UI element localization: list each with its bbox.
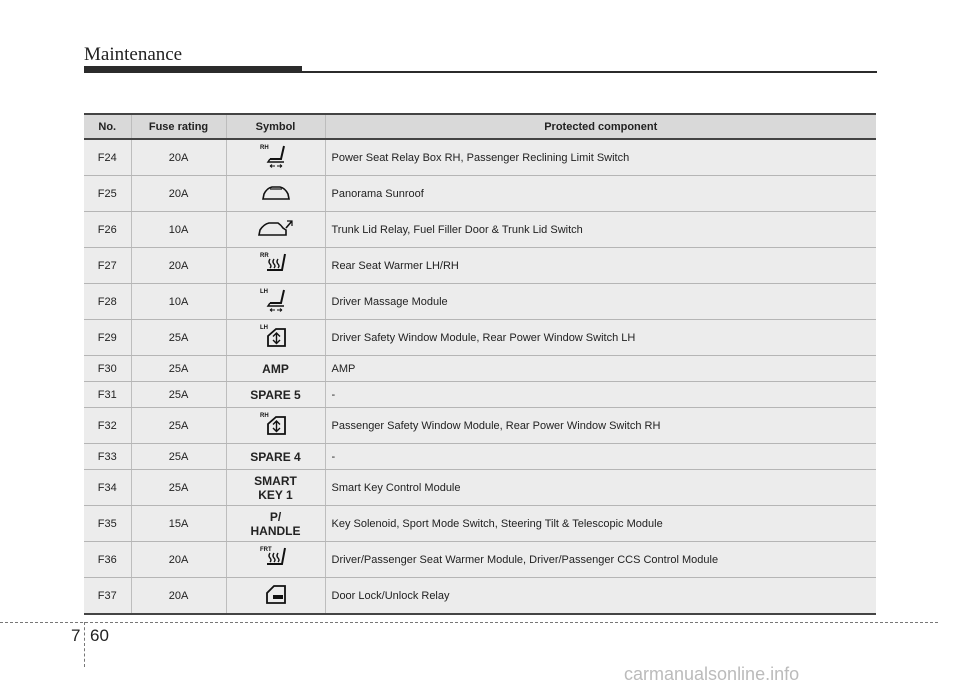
- table-row: [84, 320, 876, 356]
- symbol-text-line1: SMART: [254, 473, 297, 488]
- footer-divider: [84, 622, 85, 667]
- fuse-no: F37: [84, 578, 131, 615]
- table-row: [84, 382, 876, 408]
- fuse-rating: 20A: [131, 542, 226, 578]
- fuse-rating: 10A: [131, 284, 226, 320]
- table-row: [84, 542, 876, 578]
- page-header-title: Maintenance: [84, 44, 183, 65]
- symbol-badge: FRT: [259, 547, 272, 553]
- table-row: [84, 506, 876, 542]
- fuse-no: F32: [84, 408, 131, 444]
- fuse-rating: 10A: [131, 212, 226, 248]
- sunroof-icon: [256, 180, 296, 204]
- fuse-symbol: [226, 578, 325, 615]
- fuse-symbol: [226, 212, 325, 248]
- fuse-rating: 25A: [131, 408, 226, 444]
- footer-rule: [0, 622, 938, 623]
- header-rule-thin: [84, 71, 877, 73]
- table-row: [84, 470, 876, 506]
- fuse-symbol: [226, 506, 325, 542]
- table-row: [84, 139, 876, 176]
- fuse-rating: 20A: [131, 578, 226, 615]
- symbol-text-line2: HANDLE: [250, 523, 301, 538]
- table-row: [84, 248, 876, 284]
- table-row: [84, 212, 876, 248]
- fuse-rating: 20A: [131, 139, 226, 176]
- fuse-symbol: [226, 470, 325, 506]
- fuse-no: F26: [84, 212, 131, 248]
- table-header-row: [84, 114, 876, 139]
- protected-component: Rear Seat Warmer LH/RH: [325, 248, 876, 284]
- symbol-badge: RR: [259, 253, 269, 259]
- fuse-no: F25: [84, 176, 131, 212]
- symbol-badge: LH: [259, 289, 268, 295]
- symbol-badge: RH: [259, 413, 269, 419]
- table-row: [84, 356, 876, 382]
- fuse-no: F35: [84, 506, 131, 542]
- fuse-rating: 25A: [131, 356, 226, 382]
- symbol-text: SPARE 4: [250, 449, 301, 464]
- trunk-icon: [254, 216, 298, 240]
- power-window-icon: [256, 410, 296, 438]
- symbol-text: AMP: [262, 361, 289, 376]
- symbol-text: SPARE 5: [250, 387, 301, 402]
- fuse-rating: 25A: [131, 470, 226, 506]
- seat-recline-icon: [256, 142, 296, 170]
- table-row: [84, 408, 876, 444]
- col-header-no: No.: [84, 114, 131, 139]
- fuse-symbol: [226, 356, 325, 382]
- fuse-symbol: [226, 284, 325, 320]
- fuse-symbol: [226, 382, 325, 408]
- fuse-no: F34: [84, 470, 131, 506]
- protected-component: -: [325, 444, 876, 470]
- fuse-no: F24: [84, 139, 131, 176]
- fuse-rating: 15A: [131, 506, 226, 542]
- fuse-no: F29: [84, 320, 131, 356]
- seat-heater-icon: [256, 250, 296, 278]
- fuse-symbol: [226, 176, 325, 212]
- protected-component: Passenger Safety Window Module, Rear Power Window Switch RH: [325, 408, 876, 444]
- fuse-no: F31: [84, 382, 131, 408]
- protected-component: Panorama Sunroof: [325, 176, 876, 212]
- seat-recline-icon: [256, 286, 296, 314]
- chapter-number: 7: [71, 626, 81, 645]
- symbol-badge: RH: [259, 145, 269, 151]
- power-window-icon: [256, 322, 296, 350]
- symbol-badge: LH: [259, 325, 268, 331]
- protected-component: Driver Massage Module: [325, 284, 876, 320]
- fuse-symbol: [226, 320, 325, 356]
- fuse-rating: 20A: [131, 176, 226, 212]
- protected-component: Key Solenoid, Sport Mode Switch, Steering Tilt & Telescopic Module: [325, 506, 876, 542]
- fuse-no: F28: [84, 284, 131, 320]
- fuse-no: F33: [84, 444, 131, 470]
- protected-component: Driver Safety Window Module, Rear Power Window Switch LH: [325, 320, 876, 356]
- protected-component: Door Lock/Unlock Relay: [325, 578, 876, 615]
- fuse-rating: 20A: [131, 248, 226, 284]
- fuse-no: F30: [84, 356, 131, 382]
- protected-component: Trunk Lid Relay, Fuel Filler Door & Trunk Lid Switch: [325, 212, 876, 248]
- protected-component: Driver/Passenger Seat Warmer Module, Driver/Passenger CCS Control Module: [325, 542, 876, 578]
- fuse-symbol: [226, 542, 325, 578]
- protected-component: Power Seat Relay Box RH, Passenger Reclining Limit Switch: [325, 139, 876, 176]
- col-header-symbol: Symbol: [226, 114, 325, 139]
- fuse-symbol: [226, 139, 325, 176]
- col-header-protected-component: Protected component: [325, 114, 876, 139]
- fuse-no: F27: [84, 248, 131, 284]
- table-row: [84, 176, 876, 212]
- watermark: carmanualsonline.info: [624, 664, 800, 684]
- seat-heater-icon: [256, 544, 296, 572]
- symbol-text-line1: P/: [269, 509, 282, 524]
- protected-component: AMP: [325, 356, 876, 382]
- fuse-rating: 25A: [131, 444, 226, 470]
- table-row: [84, 284, 876, 320]
- fuse-rating: 25A: [131, 382, 226, 408]
- page-number: 60: [90, 626, 109, 645]
- fuse-table: [84, 113, 876, 615]
- fuse-symbol: [226, 248, 325, 284]
- fuse-rating: 25A: [131, 320, 226, 356]
- symbol-text-line2: KEY 1: [258, 487, 293, 502]
- fuse-no: F36: [84, 542, 131, 578]
- door-lock-icon: [256, 581, 296, 607]
- protected-component: Smart Key Control Module: [325, 470, 876, 506]
- fuse-symbol: [226, 444, 325, 470]
- table-row: [84, 578, 876, 615]
- fuse-symbol: [226, 408, 325, 444]
- protected-component: -: [325, 382, 876, 408]
- table-row: [84, 444, 876, 470]
- col-header-fuse-rating: Fuse rating: [131, 114, 226, 139]
